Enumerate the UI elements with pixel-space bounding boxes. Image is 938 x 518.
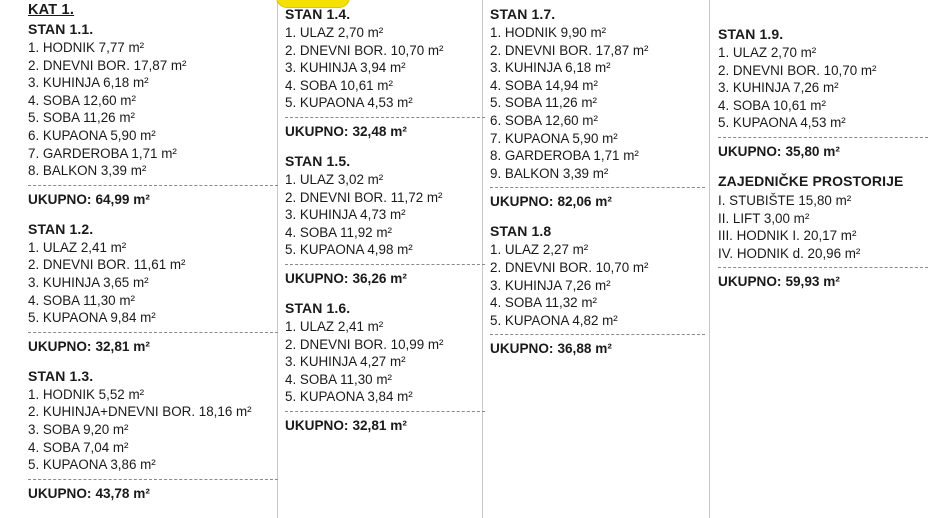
total-label: UKUPNO: xyxy=(28,338,92,354)
room-item: 3. KUHINJA 6,18 m² xyxy=(490,60,611,76)
room-item: 1. ULAZ 2,41 m² xyxy=(285,318,384,334)
room-item: 1. HODNIK 5,52 m² xyxy=(28,386,145,402)
room-item: 5. SOBA 11,26 m² xyxy=(490,95,597,111)
room-item: 9. BALKON 3,39 m² xyxy=(490,165,609,181)
divider xyxy=(285,411,485,412)
unit-title: STAN 1.4. xyxy=(285,6,351,22)
unit-block xyxy=(28,368,278,501)
unit-total xyxy=(718,144,928,159)
total-label: UKUPNO: xyxy=(718,274,782,290)
room-item: III. HODNIK I. 20,17 m² xyxy=(718,228,857,244)
divider xyxy=(490,334,705,335)
common-areas-title: ZAJEDNIČKE PROSTORIJE xyxy=(718,172,904,189)
room-item: 4. SOBA 12,60 m² xyxy=(28,92,136,108)
room-item: 5. KUPAONA 3,86 m² xyxy=(28,457,156,473)
room-item: 5. SOBA 11,26 m² xyxy=(28,110,135,126)
room-item: 1. ULAZ 2,27 m² xyxy=(490,242,589,258)
room-item: 5. KUPAONA 4,53 m² xyxy=(718,115,846,131)
divider xyxy=(28,332,278,333)
room-item: 6. SOBA 12,60 m² xyxy=(490,112,598,128)
total-label: UKUPNO: xyxy=(285,417,349,433)
room-item: 4. SOBA 11,30 m² xyxy=(28,292,135,308)
room-item: 2. DNEVNI BOR. 17,87 m² xyxy=(28,57,187,73)
room-item: 2. DNEVNI BOR. 10,70 m² xyxy=(490,259,649,275)
room-item: 2. DNEVNI BOR. 11,72 m² xyxy=(285,189,443,205)
total-label: UKUPNO: xyxy=(28,485,92,501)
total-value: 32,81 m² xyxy=(95,338,150,354)
room-item: 3. KUHINJA 3,94 m² xyxy=(285,60,406,76)
room-item: II. LIFT 3,00 m² xyxy=(718,210,810,226)
unit-title: STAN 1.2. xyxy=(28,220,94,237)
room-item: 4. SOBA 11,30 m² xyxy=(285,371,392,387)
total-value: 36,88 m² xyxy=(557,341,612,357)
unit-title: STAN 1.9. xyxy=(718,26,784,42)
room-item: 2. DNEVNI BOR. 17,87 m² xyxy=(490,42,649,58)
divider xyxy=(28,479,278,480)
room-item: 1. ULAZ 2,41 m² xyxy=(28,239,127,255)
room-item: 4. SOBA 14,94 m² xyxy=(490,77,598,93)
room-item: 3. KUHINJA 3,65 m² xyxy=(28,274,149,290)
legend-column-3 xyxy=(490,0,705,370)
total-value: 35,80 m² xyxy=(785,143,840,159)
room-item: I. STUBIŠTE 15,80 m² xyxy=(718,192,852,208)
unit-total xyxy=(490,194,705,209)
floor-title: KAT 1. xyxy=(28,2,75,18)
unit-block xyxy=(28,21,278,207)
unit-title: STAN 1.5. xyxy=(285,152,351,169)
total-value: 36,26 m² xyxy=(352,270,407,286)
legend-column-1 xyxy=(28,0,278,515)
total-value: 43,78 m² xyxy=(95,485,150,501)
room-item: 4. SOBA 11,92 m² xyxy=(285,224,392,240)
legend-column-4 xyxy=(718,0,928,303)
divider xyxy=(718,137,928,138)
room-item: 6. KUPAONA 5,90 m² xyxy=(28,127,156,143)
divider xyxy=(285,264,485,265)
common-areas-total xyxy=(718,274,928,289)
unit-title: STAN 1.1. xyxy=(28,21,94,37)
unit-block xyxy=(285,153,485,286)
common-areas-block xyxy=(718,173,928,289)
unit-total xyxy=(285,418,485,433)
room-item: 3. KUHINJA 6,18 m² xyxy=(28,75,149,91)
total-value: 59,93 m² xyxy=(785,274,840,290)
unit-block xyxy=(718,26,928,159)
room-item: 1. ULAZ 2,70 m² xyxy=(718,45,817,60)
room-item: 7. GARDEROBA 1,71 m² xyxy=(28,145,177,161)
room-item: 1. ULAZ 3,02 m² xyxy=(285,171,384,187)
room-item: 3. KUHINJA 4,27 m² xyxy=(285,354,406,370)
unit-total xyxy=(28,339,278,354)
room-item: 8. BALKON 3,39 m² xyxy=(28,163,147,179)
room-item: 8. GARDEROBA 1,71 m² xyxy=(490,148,639,164)
room-item: 1. HODNIK 7,77 m² xyxy=(28,40,145,55)
room-item: 4. SOBA 11,32 m² xyxy=(490,295,597,311)
total-label: UKUPNO: xyxy=(285,123,349,139)
room-item: 1. HODNIK 9,90 m² xyxy=(490,25,607,40)
unit-block xyxy=(285,300,485,433)
room-item: 2. KUHINJA+DNEVNI BOR. 18,16 m² xyxy=(28,404,252,420)
divider xyxy=(718,267,928,268)
unit-total xyxy=(285,271,485,286)
room-item: 3. KUHINJA 7,26 m² xyxy=(718,80,839,96)
unit-title: STAN 1.6. xyxy=(285,299,351,316)
room-item: 2. DNEVNI BOR. 10,70 m² xyxy=(718,62,877,78)
room-item: 1. ULAZ 2,70 m² xyxy=(285,25,384,40)
legend-column-2 xyxy=(285,0,485,447)
unit-title: STAN 1.3. xyxy=(28,367,94,384)
unit-block xyxy=(490,6,705,209)
room-item: 7. KUPAONA 5,90 m² xyxy=(490,130,618,146)
unit-total xyxy=(490,341,705,356)
column-divider-3 xyxy=(709,0,710,518)
total-value: 82,06 m² xyxy=(557,194,612,210)
room-item: 5. KUPAONA 4,98 m² xyxy=(285,242,413,258)
room-item: 2. DNEVNI BOR. 10,70 m² xyxy=(285,42,444,58)
room-item: 3. KUHINJA 4,73 m² xyxy=(285,207,406,223)
unit-total xyxy=(285,124,485,139)
room-item: IV. HODNIK d. 20,96 m² xyxy=(718,245,861,261)
room-item: 2. DNEVNI BOR. 10,99 m² xyxy=(285,336,444,352)
room-item: 4. SOBA 10,61 m² xyxy=(285,77,393,93)
room-item: 2. DNEVNI BOR. 11,61 m² xyxy=(28,257,186,273)
total-label: UKUPNO: xyxy=(490,194,554,210)
unit-block xyxy=(28,221,278,354)
unit-total xyxy=(28,486,278,501)
total-value: 64,99 m² xyxy=(95,191,150,207)
room-item: 5. KUPAONA 3,84 m² xyxy=(285,389,413,405)
room-item: 3. KUHINJA 7,26 m² xyxy=(490,277,611,293)
total-value: 32,81 m² xyxy=(352,417,407,433)
room-item: 5. KUPAONA 9,84 m² xyxy=(28,310,156,326)
total-label: UKUPNO: xyxy=(490,341,554,357)
total-label: UKUPNO: xyxy=(718,143,782,159)
spacer xyxy=(718,0,928,26)
total-label: UKUPNO: xyxy=(285,270,349,286)
unit-total xyxy=(28,192,278,207)
room-item: 4. SOBA 10,61 m² xyxy=(718,97,826,113)
room-item: 3. SOBA 9,20 m² xyxy=(28,421,129,437)
total-label: UKUPNO: xyxy=(28,191,92,207)
divider xyxy=(285,117,485,118)
unit-title: STAN 1.7. xyxy=(490,6,556,22)
total-value: 32,48 m² xyxy=(352,123,407,139)
divider xyxy=(28,185,278,186)
room-item: 4. SOBA 7,04 m² xyxy=(28,439,129,455)
room-item: 5. KUPAONA 4,53 m² xyxy=(285,95,413,111)
divider xyxy=(490,187,705,188)
unit-block xyxy=(285,6,485,139)
unit-block xyxy=(490,223,705,356)
unit-title: STAN 1.8 xyxy=(490,223,552,240)
room-item: 5. KUPAONA 4,82 m² xyxy=(490,312,618,328)
